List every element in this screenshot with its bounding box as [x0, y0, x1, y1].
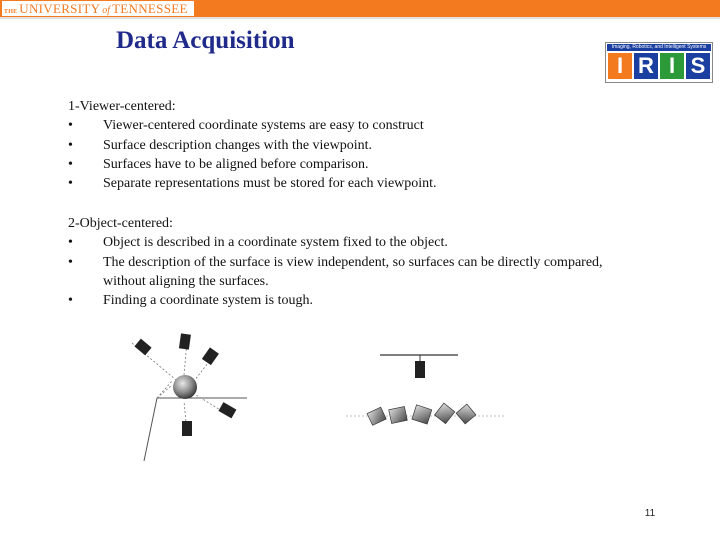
axis-line [144, 398, 157, 461]
section-heading: 2-Object-centered: [68, 216, 173, 231]
bullet-glyph: • [68, 176, 73, 192]
surface-patch [435, 403, 455, 423]
iris-letter: I [608, 53, 632, 79]
view-ray [196, 395, 222, 411]
list-item [68, 155, 623, 174]
surface-patch [367, 407, 386, 425]
list-item [68, 253, 623, 292]
list-item-text: Viewer-centered coordinate systems are easy to construct [103, 118, 424, 134]
section-heading: 1-Viewer-centered: [68, 99, 176, 114]
surface-patch [456, 404, 476, 424]
logo-of: of [102, 5, 111, 16]
camera-icon [202, 347, 219, 365]
section-viewer-centered [68, 97, 623, 193]
iris-letter: I [660, 53, 684, 79]
list-item [68, 136, 623, 155]
page-number: 11 [644, 508, 656, 519]
list-item-text: The description of the surface is view independent, so surfaces can be directly compared, without aligning the surfaces. [103, 254, 603, 289]
university-logo [2, 1, 194, 16]
list-item-text: Surface description changes with the viewpoint. [103, 137, 373, 153]
list-item [68, 116, 623, 135]
list-item [68, 233, 623, 252]
logo-university: UNIVERSITY [19, 1, 101, 16]
bullet-glyph: • [68, 235, 73, 251]
view-ray [157, 385, 172, 398]
iris-logo [605, 42, 713, 83]
logo-tennessee: TENNESSEE [112, 1, 188, 16]
camera-icon [182, 421, 192, 436]
iris-tagline: Imaging, Robotics, and Intelligent Systems [607, 44, 711, 51]
list-item-text: Finding a coordinate system is tough. [103, 293, 313, 309]
object-centered-figure [346, 347, 506, 437]
camera-icon [134, 339, 151, 356]
header-divider [0, 17, 720, 19]
iris-letters [608, 53, 710, 79]
surface-patch [389, 406, 408, 423]
camera-icon [415, 361, 425, 378]
slide-title: Data Acquisition [116, 27, 295, 54]
list-item [68, 291, 623, 310]
bullet-glyph: • [68, 254, 73, 270]
sphere-object [173, 375, 197, 399]
list-item-text: Surfaces have to be aligned before comparison. [103, 156, 369, 172]
camera-icon [179, 333, 191, 349]
logo-the: THE [4, 9, 18, 15]
viewer-centered-figure [112, 323, 257, 468]
iris-letter: S [686, 53, 710, 79]
bullet-glyph: • [68, 137, 73, 153]
list-item-text: Separate representations must be stored for each viewpoint. [103, 176, 437, 192]
bullet-glyph: • [68, 118, 73, 134]
surface-patch [412, 405, 432, 424]
section-object-centered [68, 214, 623, 310]
bullet-glyph: • [68, 156, 73, 172]
bullet-glyph: • [68, 293, 73, 309]
camera-icon [218, 402, 236, 418]
iris-letter: R [634, 53, 658, 79]
list-item-text: Object is described in a coordinate system fixed to the object. [103, 235, 448, 251]
list-item [68, 174, 623, 193]
axis-line [157, 381, 172, 398]
